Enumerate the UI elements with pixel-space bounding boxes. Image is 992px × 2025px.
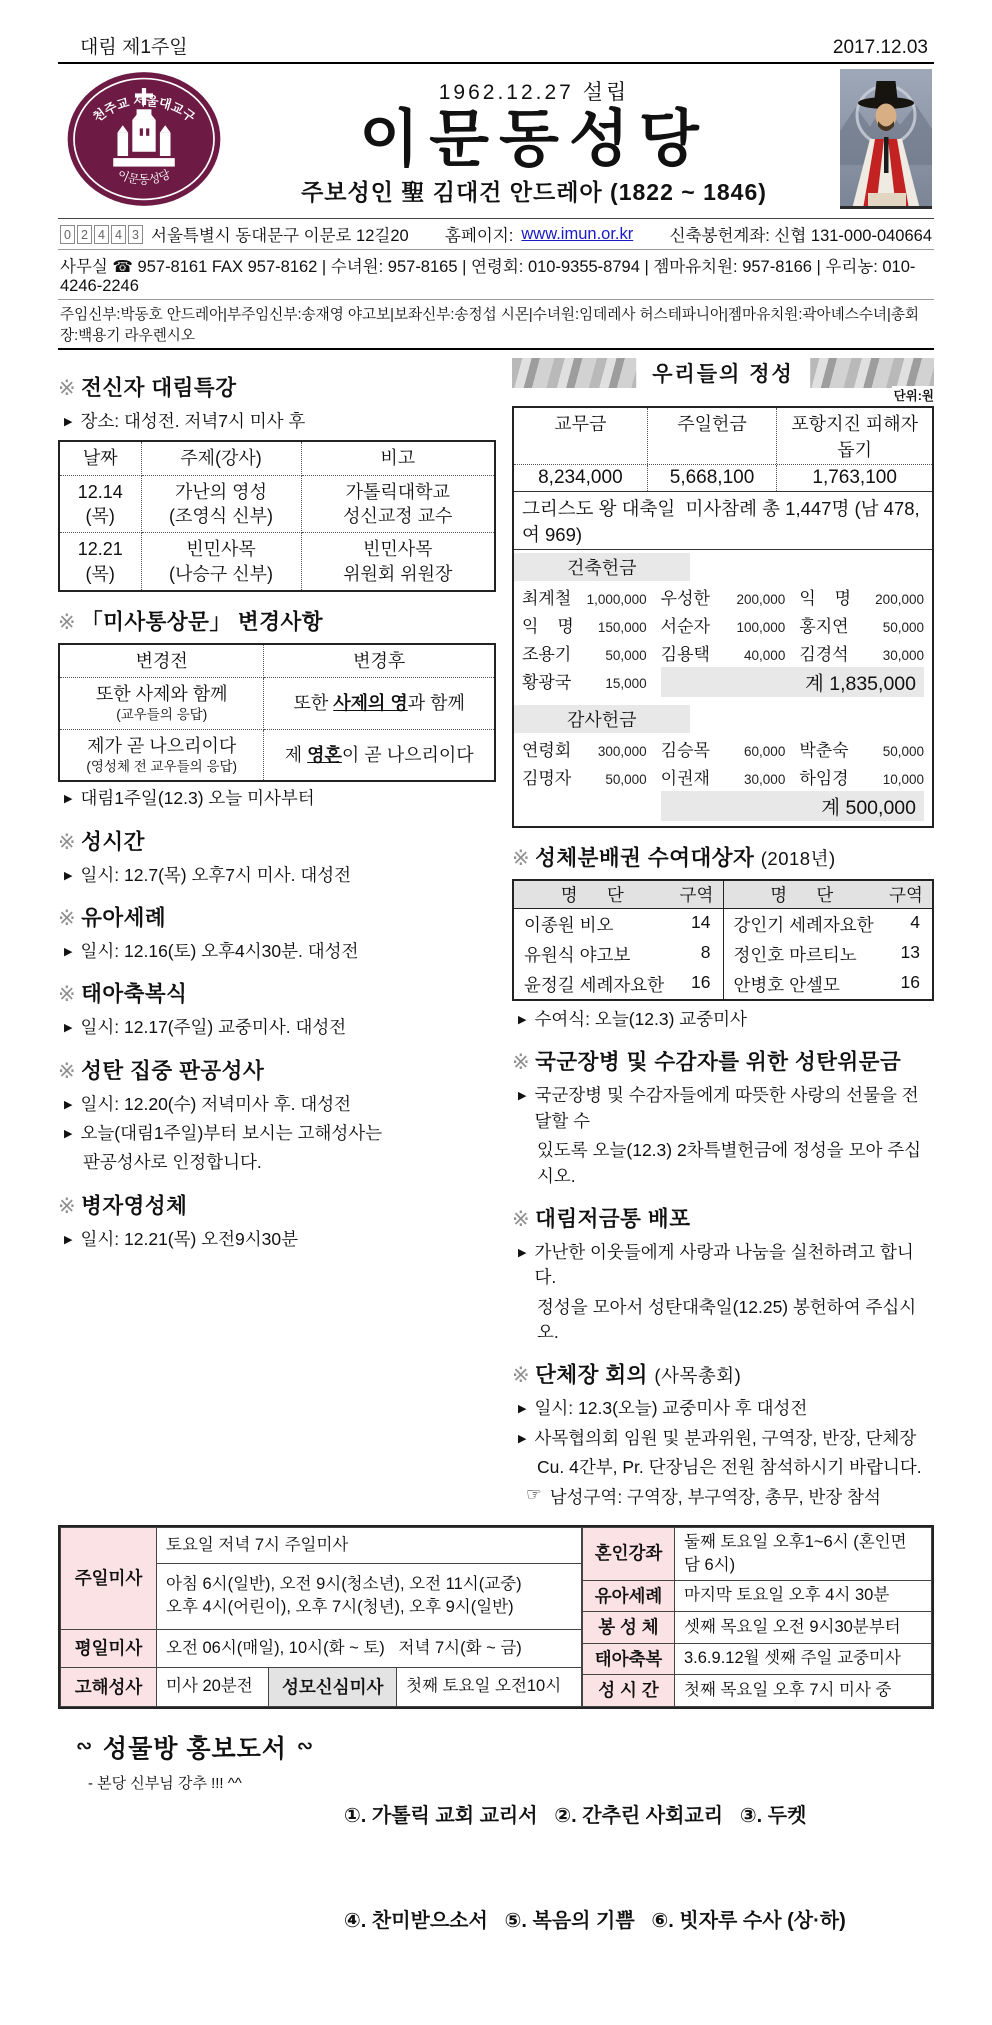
donor-name: 익 명 xyxy=(522,616,574,636)
donation-amount: 50,000 xyxy=(882,619,924,635)
donation-amount: 300,000 xyxy=(597,743,647,759)
section-title: 대림저금통 배포 xyxy=(535,1206,691,1231)
swirl-icon: ∾ xyxy=(296,1736,314,1758)
donation-amount: 150,000 xyxy=(597,619,647,635)
section-christmas-confession xyxy=(58,1054,496,1085)
section-soldiers-fund xyxy=(512,1045,934,1076)
lecture-speaker: (나승구 신부) xyxy=(169,563,273,584)
mass-schedule-table xyxy=(58,1525,934,1709)
donation-item xyxy=(799,734,924,762)
postal-digit: 2 xyxy=(77,225,92,244)
donor-name: 이권재 xyxy=(660,768,710,788)
section-leaders-meeting xyxy=(512,1358,934,1389)
schedule-value: 둘째 토요일 오후1~6시 (혼인면담 6시) xyxy=(675,1527,932,1580)
minister-name: 윤정길 세례자요한 xyxy=(524,974,665,995)
before-text: 또한 사제와 함께 xyxy=(95,684,228,705)
top-bar xyxy=(58,30,934,64)
minister-zone: 16 xyxy=(691,971,711,992)
section-mark-icon: ※ xyxy=(512,1051,531,1075)
postal-code-boxes xyxy=(60,225,143,244)
section-mark-icon: ※ xyxy=(58,983,77,1007)
saint-portrait xyxy=(840,69,932,214)
phone-numbers: 사무실 ☎ 957-8161 FAX 957-8162 | 수녀원: 957-8165 | 연령회: 010-9355-8794 | 젬마유치원: 957-8166 | 우리농: 010-4246-2246 xyxy=(60,258,916,295)
donation-amount: 100,000 xyxy=(736,619,786,635)
homepage-label: 홈페이지: xyxy=(445,227,514,245)
saint-portrait-icon xyxy=(840,69,932,209)
lecture-date: 12.14 xyxy=(77,481,123,502)
bulletin-date: 2017.12.03 xyxy=(832,37,928,58)
logo-arc-bottom-text: 이문동성당 xyxy=(115,167,173,187)
donation-item xyxy=(522,666,647,699)
minister-zone: 13 xyxy=(900,941,920,962)
section-year: (2018년) xyxy=(760,848,836,869)
offering-amount: 5,668,100 xyxy=(648,465,778,491)
masthead-center xyxy=(238,76,830,207)
col-header-zone: 구역 xyxy=(679,885,714,905)
table-row xyxy=(514,909,723,939)
after-text: 제 xyxy=(284,744,308,765)
minister-zone: 4 xyxy=(910,911,920,932)
schedule-left xyxy=(60,1527,582,1707)
section-title: 병자영성체 xyxy=(81,1193,188,1218)
building-fund-total: 계 1,835,000 xyxy=(661,667,924,697)
donation-amount: 40,000 xyxy=(744,647,786,663)
offering-unit: 단위:원 xyxy=(892,386,936,404)
bullet-icon: ▶ xyxy=(64,1233,73,1246)
col-header-zone: 구역 xyxy=(889,885,923,905)
missal-note: 대림1주일(12.3) 오늘 미사부터 xyxy=(80,788,315,809)
bullet-icon: ▶ xyxy=(64,945,73,958)
donation-item xyxy=(522,762,647,790)
thanks-offering-total: 계 500,000 xyxy=(661,791,924,821)
missal-change-table xyxy=(58,643,496,782)
section-mark-icon: ※ xyxy=(58,1194,77,1218)
lecture-place: 장소: 대성전. 저녁7시 미사 후 xyxy=(80,411,306,431)
donation-amount: 50,000 xyxy=(882,743,924,759)
logo-arc-top-text: 천주교 서울대교구 xyxy=(89,92,199,125)
after-text: 이 곧 나으리이다 xyxy=(341,744,474,765)
minister-name: 강인기 세례자요한 xyxy=(733,914,874,935)
table-row xyxy=(724,909,933,939)
homepage-link[interactable]: www.imun.or.kr xyxy=(521,224,634,243)
soldiers-line-cont: 있도록 오늘(12.3) 2차특별헌금에 정성을 모아 주십시오. xyxy=(537,1140,922,1186)
schedule-value: 셋째 목요일 오전 9시30분부터 xyxy=(675,1612,932,1644)
donor-name: 박춘숙 xyxy=(799,740,849,760)
building-fund-label: 건축헌금 xyxy=(514,553,690,581)
thanks-offering-grid xyxy=(514,734,932,826)
donation-account: 신축봉헌계좌: 신협 131-000-040664 xyxy=(669,227,932,245)
book-list xyxy=(344,1729,846,2009)
donation-amount: 15,000 xyxy=(605,675,647,691)
piggybank-line-cont: 정성을 모아서 성탄대축일(12.25) 봉헌하여 주십시오. xyxy=(537,1296,917,1342)
col-header-topic: 주제(강사) xyxy=(141,441,301,475)
blessing-time: 일시: 12.17(주일) 교중미사. 대성전 xyxy=(80,1017,347,1038)
after-highlight: 영혼 xyxy=(307,744,342,765)
minister-zone: 14 xyxy=(691,911,711,932)
after-text: 또한 xyxy=(293,693,334,714)
section-holy-hour xyxy=(58,825,496,856)
minister-zone: 16 xyxy=(900,971,920,992)
bookstore-promo xyxy=(58,1729,934,2009)
offering-table xyxy=(512,406,934,828)
lecture-day: (목) xyxy=(85,505,115,526)
postal-digit: 4 xyxy=(94,225,109,244)
table-row xyxy=(724,939,933,969)
schedule-value: 3.6.9.12월 셋째 주일 교중미사 xyxy=(675,1643,932,1675)
confession-time: 일시: 12.20(수) 저녁미사 후. 대성전 xyxy=(80,1093,352,1114)
schedule-value: 미사 20분전 xyxy=(157,1668,269,1707)
schedule-value: 오전 06시(매일), 10시(화 ~ 토) 저녁 7시(화 ~ 금) xyxy=(157,1629,582,1668)
col-header-before: 변경전 xyxy=(59,644,264,678)
donation-amount: 50,000 xyxy=(605,771,647,787)
holy-hour-time: 일시: 12.7(목) 오후7시 미사. 대성전 xyxy=(80,864,352,885)
table-row xyxy=(59,533,495,591)
lecture-table xyxy=(58,440,496,591)
donor-name: 황광국 xyxy=(522,672,572,692)
donation-amount: 50,000 xyxy=(605,647,647,663)
donor-name: 김용택 xyxy=(660,644,710,664)
diocese-emblem-icon xyxy=(60,69,228,209)
donation-amount: 30,000 xyxy=(882,647,924,663)
section-title: 성시간 xyxy=(81,829,145,854)
section-missal-change xyxy=(58,605,496,636)
schedule-label: 평일미사 xyxy=(61,1629,157,1668)
donor-name: 연령회 xyxy=(522,740,572,760)
col-header-date: 날짜 xyxy=(59,441,141,475)
lecture-note: 위원회 위원장 xyxy=(343,563,453,584)
before-sub: (영성체 전 교우들의 응답) xyxy=(86,758,238,774)
section-title: 「미사통상문」 변경사항 xyxy=(81,609,324,634)
section-title: 국군장병 및 수감자를 위한 성탄위문금 xyxy=(535,1050,902,1075)
patron-saint: 주보성인 聖 김대건 안드레아 (1822 ~ 1846) xyxy=(301,179,767,206)
contact-block xyxy=(58,219,934,350)
contact-line-address xyxy=(58,219,934,250)
donation-amount: 30,000 xyxy=(744,771,786,787)
donation-item xyxy=(799,610,924,638)
bullet-icon: ▶ xyxy=(64,1128,73,1141)
section-mark-icon: ※ xyxy=(58,906,77,930)
ministers-left xyxy=(514,881,723,999)
donation-item xyxy=(661,762,786,790)
confession-note-cont: 판공성사로 인정합니다. xyxy=(83,1152,262,1173)
section-unborn-blessing xyxy=(58,977,496,1008)
ministers-note: 수여식: 오늘(12.3) 교중미사 xyxy=(534,1009,747,1029)
offering-amount-row xyxy=(514,465,932,492)
section-title: 단체장 회의 xyxy=(535,1363,648,1388)
after-text: 과 함께 xyxy=(407,693,465,714)
section-title: 전신자 대림특강 xyxy=(81,376,237,400)
schedule-right xyxy=(582,1527,932,1707)
schedule-sublabel: 성모신심미사 xyxy=(269,1668,397,1707)
col-header: 주일헌금 xyxy=(648,408,778,464)
postal-digit: 0 xyxy=(60,225,75,244)
bullet-icon: ▶ xyxy=(518,1403,527,1416)
parish-address: 서울특별시 동대문구 이문로 12길20 xyxy=(151,227,409,245)
table-row xyxy=(59,475,495,533)
diocese-logo xyxy=(60,69,228,214)
col-header-name: 명 단 xyxy=(560,885,624,905)
donor-name: 최계철 xyxy=(522,588,572,608)
book-list-line: ④. 찬미받으소서 ⑤. 복음의 기쁨 ⑥. 빗자루 수사 (상·하) xyxy=(343,1909,846,1932)
meeting-extra xyxy=(526,1484,934,1509)
sick-communion-time: 일시: 12.21(목) 오전9시30분 xyxy=(80,1228,299,1249)
minister-name: 안병호 안셀모 xyxy=(733,974,840,995)
before-sub: (교우들의 응답) xyxy=(116,707,208,723)
offering-header-row xyxy=(514,408,932,465)
section-mark-icon: ※ xyxy=(58,610,77,634)
section-mark-icon: ※ xyxy=(58,830,77,854)
postal-digit: 3 xyxy=(128,225,143,244)
table-row xyxy=(59,729,495,781)
sunday-masses-1: 아침 6시(일반), 오전 9시(청소년), 오전 11시(교중) xyxy=(166,1575,522,1594)
lecture-date: 12.21 xyxy=(77,539,123,560)
bookstore-title: 성물방 홍보도서 xyxy=(102,1734,287,1763)
table-row xyxy=(514,969,723,999)
meeting-time: 일시: 12.3(오늘) 교중미사 후 대성전 xyxy=(534,1398,808,1419)
contact-line-phones xyxy=(58,250,934,300)
donation-amount: 10,000 xyxy=(882,771,924,787)
section-title: 성체분배권 수여대상자 xyxy=(535,846,755,870)
schedule-value: 마지막 토요일 오후 4시 30분 xyxy=(675,1580,932,1612)
donor-name: 서순자 xyxy=(660,616,710,636)
bullet-icon: ▶ xyxy=(518,1432,527,1445)
meeting-attendees-cont: Cu. 4간부, Pr. 단장님은 전원 참석하시기 바랍니다. xyxy=(537,1457,922,1478)
col-header-note: 비고 xyxy=(301,441,495,475)
left-column xyxy=(58,358,496,1509)
baptism-time: 일시: 12.16(토) 오후4시30분. 대성전 xyxy=(80,940,359,961)
table-row xyxy=(724,969,933,999)
schedule-label: 봉 성 체 xyxy=(583,1612,675,1644)
section-eucharist-ministers xyxy=(512,841,934,872)
col-header: 포항지진 피해자 돕기 xyxy=(791,414,919,460)
clergy-list: 주임신부:박동호 안드레아|부주임신부:송재영 야고보|보좌신부:송정섭 시몬|수녀원:임데레사 허스테파니아|젬마유치원:곽아녜스수녀|총회장:백용기 라우렌시오 xyxy=(60,307,920,344)
minister-name: 정인호 마르티노 xyxy=(733,944,857,965)
donation-item xyxy=(799,638,924,666)
bullet-icon: ▶ xyxy=(64,869,73,882)
schedule-label: 고해성사 xyxy=(61,1668,157,1707)
donor-name: 익 명 xyxy=(799,588,852,608)
masthead xyxy=(58,64,934,219)
donor-name: 우성한 xyxy=(660,588,710,608)
liturgical-week: 대림 제1주일 xyxy=(80,37,188,58)
donor-name: 김경석 xyxy=(799,644,849,664)
bullet-icon: ▶ xyxy=(64,1098,73,1111)
book-list-line: ①. 가톨릭 교회 교리서 ②. 간추린 사회교리 ③. 두켓 xyxy=(343,1804,807,1827)
minister-name: 유원식 야고보 xyxy=(524,944,631,965)
postal-digit: 4 xyxy=(111,225,126,244)
donation-amount: 60,000 xyxy=(744,743,786,759)
building-fund-grid xyxy=(514,582,932,702)
confession-note: 오늘(대림1주일)부터 보시는 고해성사는 xyxy=(80,1123,383,1144)
sunday-masses-2: 오후 4시(어린이), 오후 7시(청년), 오후 9시(일반) xyxy=(166,1598,514,1617)
schedule-value: 토요일 저녁 7시 주일미사 xyxy=(157,1527,582,1564)
lecture-topic: 가난의 영성 xyxy=(175,481,267,502)
established-date: 1962.12.27 설립 xyxy=(438,80,630,104)
table-row xyxy=(514,939,723,969)
donation-item xyxy=(522,638,647,666)
bookstore-subtitle: - 본당 신부님 강추 !!! ^^ xyxy=(88,1774,242,1792)
donor-name: 홍지연 xyxy=(799,616,849,636)
offering-amount: 1,763,100 xyxy=(812,467,897,488)
contact-line-clergy xyxy=(58,300,934,348)
minister-name: 이종원 비오 xyxy=(524,914,614,935)
lecture-topic: 빈민사목 xyxy=(186,539,256,560)
section-title: 성탄 집중 판공성사 xyxy=(81,1058,265,1083)
section-mark-icon: ※ xyxy=(512,1207,531,1231)
lecture-note: 성신교정 교수 xyxy=(343,505,453,526)
parish-title: 이문동성당 xyxy=(359,104,709,174)
donor-name: 김명자 xyxy=(522,768,572,788)
donation-item xyxy=(522,734,647,762)
schedule-label: 유아세례 xyxy=(583,1580,675,1612)
ministers-table xyxy=(512,879,934,1001)
bullet-icon: ▶ xyxy=(518,1246,527,1259)
section-sub: (사목총회) xyxy=(654,1365,742,1387)
bookstore-promo-heading xyxy=(76,1729,314,1793)
bullet-icon: ▶ xyxy=(518,1014,527,1026)
donor-name: 조용기 xyxy=(522,644,572,664)
offering-amount: 8,234,000 xyxy=(514,465,648,491)
donation-item xyxy=(661,734,786,762)
donation-item xyxy=(522,582,647,610)
pointing-hand-icon: ☞ xyxy=(526,1483,542,1504)
section-advent-piggybank xyxy=(512,1202,934,1233)
lecture-note: 빈민사목 xyxy=(362,539,433,560)
offering-banner xyxy=(512,358,934,403)
section-mark-icon: ※ xyxy=(58,1059,77,1083)
col-header: 교무금 xyxy=(514,408,648,464)
table-row xyxy=(59,678,495,730)
mass-attendance: 그리스도 왕 대축일 미사참례 총 1,447명 (남 478, 여 969) xyxy=(514,492,932,550)
schedule-label: 성 시 간 xyxy=(583,1675,675,1707)
schedule-value xyxy=(157,1564,582,1629)
donation-item xyxy=(661,582,786,610)
right-column xyxy=(512,358,934,1509)
lecture-day: (목) xyxy=(85,563,115,584)
col-header-name: 명 단 xyxy=(770,885,834,905)
soldiers-line: 국군장병 및 수감자들에게 따뜻한 사랑의 선물을 전달할 수 xyxy=(534,1085,919,1131)
swirl-icon: ∾ xyxy=(76,1736,93,1758)
col-header-after: 변경후 xyxy=(264,644,495,678)
ministers-right xyxy=(723,881,933,999)
bullet-icon: ▶ xyxy=(518,1090,527,1103)
section-mark-icon: ※ xyxy=(512,1364,531,1388)
lecture-speaker: (조영식 신부) xyxy=(169,505,273,526)
bullet-icon: ▶ xyxy=(64,793,73,806)
donation-item xyxy=(661,638,786,666)
donation-amount: 200,000 xyxy=(736,591,786,607)
schedule-label: 주일미사 xyxy=(61,1527,157,1629)
piggybank-line: 가난한 이웃들에게 사랑과 나눔을 실천하려고 합니다. xyxy=(534,1241,914,1288)
after-highlight: 사제의 영 xyxy=(333,693,408,714)
donation-item xyxy=(799,582,924,610)
lecture-note: 가톨릭대학교 xyxy=(345,481,450,502)
donor-name: 김승목 xyxy=(660,740,710,760)
section-mark-icon: ※ xyxy=(58,377,77,400)
schedule-value: 첫째 목요일 오후 7시 미사 중 xyxy=(675,1675,932,1707)
bullet-icon: ▶ xyxy=(64,1022,73,1035)
section-mark-icon: ※ xyxy=(512,847,531,870)
meeting-extra-text: 남성구역: 구역장, 부구역장, 총무, 반장 참석 xyxy=(549,1486,881,1507)
offering-banner-title: 우리들의 정성 xyxy=(636,358,810,388)
donation-item xyxy=(799,762,924,790)
donation-amount: 1,000,000 xyxy=(586,591,647,607)
donation-item xyxy=(661,610,786,638)
section-advent-lecture xyxy=(58,371,496,402)
meeting-attendees: 사목협의회 임원 및 분과위원, 구역장, 반장, 단체장 xyxy=(534,1427,917,1448)
thanks-offering-label: 감사헌금 xyxy=(514,705,690,733)
bullet-icon: ▶ xyxy=(64,416,73,428)
section-infant-baptism xyxy=(58,901,496,932)
schedule-value: 첫째 토요일 오전10시 xyxy=(397,1668,582,1707)
before-text: 제가 곧 나으리이다 xyxy=(87,735,237,756)
section-title: 태아축복식 xyxy=(81,982,188,1007)
schedule-label: 태아축복 xyxy=(583,1643,675,1675)
section-title: 유아세례 xyxy=(81,905,167,930)
donation-amount: 200,000 xyxy=(875,591,924,607)
minister-zone: 8 xyxy=(700,941,711,962)
donation-item xyxy=(522,610,647,638)
schedule-label: 혼인강좌 xyxy=(583,1527,675,1580)
donor-name: 하임경 xyxy=(799,768,849,788)
section-communion-sick xyxy=(58,1189,496,1220)
